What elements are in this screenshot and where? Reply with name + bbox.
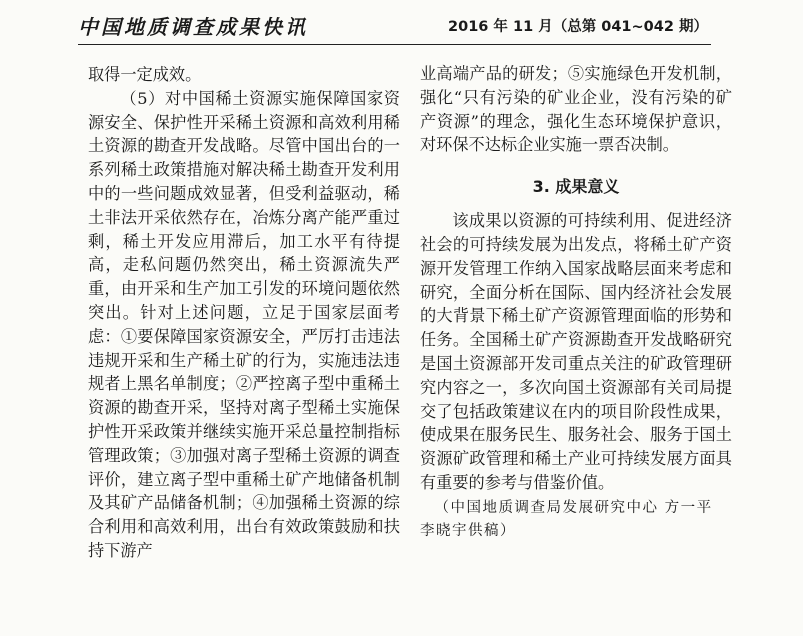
header-rule xyxy=(78,44,711,45)
left-column xyxy=(88,63,400,563)
journal-title: 中国地质调查成果快讯 xyxy=(78,15,308,39)
paragraph-continued-right: 业高端产品的研发；⑤实施绿色开发机制，强化“只有污染的矿业企业，没有污染的矿产资源”的理念，强化生态环境保护意识，对环保不达标企业实施一票否决制。 xyxy=(420,64,732,155)
source-note: （中国地质调查局发展研究中心 方一平 李晓宇供稿） xyxy=(420,499,713,540)
page-header xyxy=(0,0,803,48)
paragraph-continued: 取得一定成效。 xyxy=(88,65,202,84)
issue-info: 2016 年 11 月（总第 041~042 期） xyxy=(448,19,708,35)
paragraph-item-5: （5）对中国稀土资源实施保障国家资源安全、保护性开采稀土资源和高效利用稀土资源的勘查开发战略。尽管中国出台的一系列稀土政策措施对解决稀土勘查开发利用中的一些问题成效显著，但受利益驱动，稀土非法开采依然存在，冶炼分离产能严重过剩，稀土开发应用滞后，加工水平有待提高，走私问题仍然突出，稀土资源流失严重，由开采和生产加工引发的环境问题依然突出。针对上述问题，立足于国家层面考虑：①要保障国家资源安全，严厉打击违法违规开采和生产稀土矿的行为，实施违法违规者上黑名单制度；②严控离子型中重稀土资源的勘查开采，坚持对离子型稀土实施保护性开采政策并继续实施开采总量控制指标管理政策；③加强对离子型稀土资源的调查评价，建立离子型中重稀土矿产地储备机制及其矿产品储备机制；④加强稀土资源的综合利用和高效利用，出台有效政策鼓励和扶持下游产 xyxy=(88,88,400,560)
section-heading: 3. 成果意义 xyxy=(532,177,620,197)
paragraph-significance: 该成果以资源的可持续利用、促进经济社会的可持续发展为出发点，将稀土矿产资源开发管理工作纳入国家战略层面来考虑和研究，全面分析在国际、国内经济社会发展的大背景下稀土矿产资源管理面临的形势和任务。全国稀土矿产资源勘查开发战略研究是国土资源部开发司重点关注的矿政管理研究内容之一，多次向国土资源部有关司局提交了包括政策建议在内的项目阶段性成果，使成果在服务民生、服务社会、服务于国土资源矿政管理和稀土产业可持续发展方面具有重要的参考与借鉴价值。 xyxy=(420,211,732,492)
right-column xyxy=(420,62,732,544)
